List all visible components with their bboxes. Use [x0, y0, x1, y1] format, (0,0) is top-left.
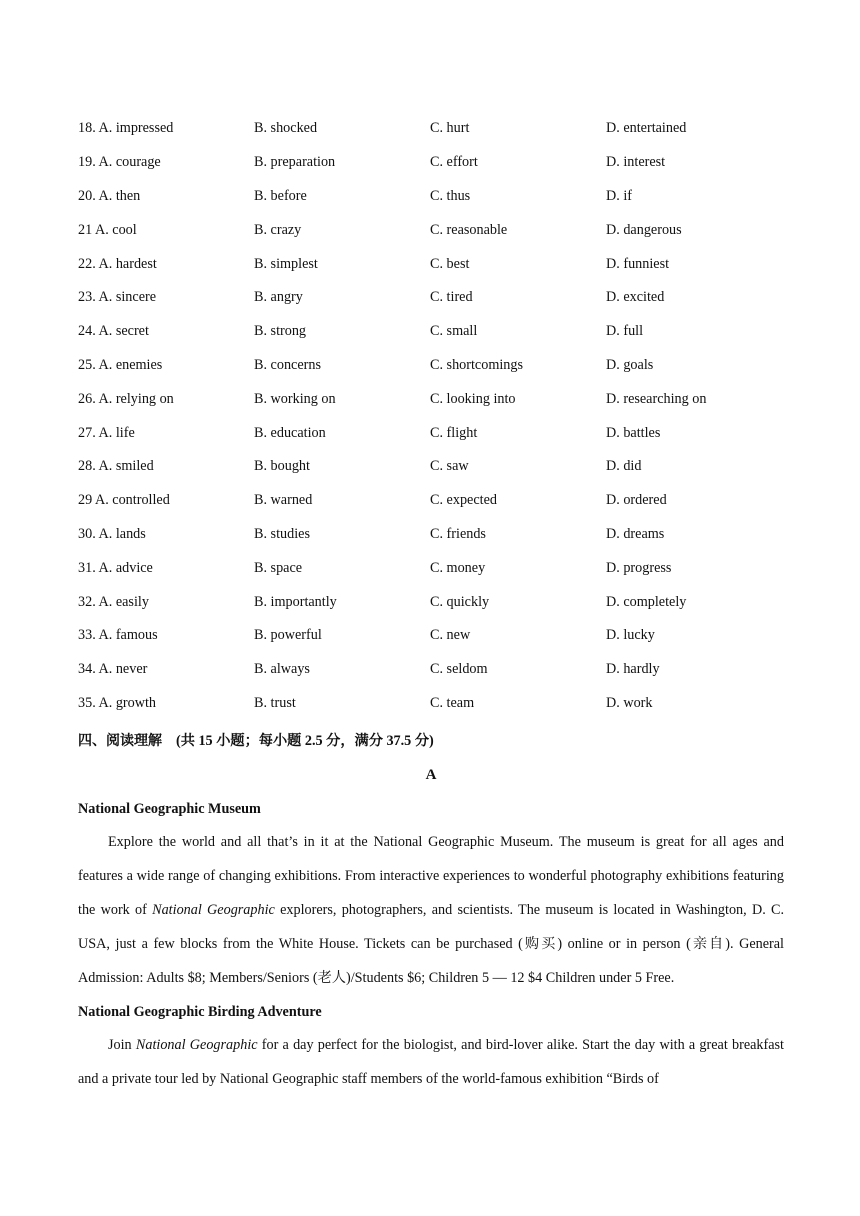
option-c: C. new	[430, 627, 471, 644]
option-c: C. money	[430, 559, 486, 576]
museum-heading: National Geographic Museum	[78, 801, 261, 818]
question-row	[78, 382, 784, 416]
option-d: D. battles	[606, 424, 661, 441]
option-a: 33. A. famous	[78, 627, 158, 644]
option-d: D. entertained	[606, 120, 687, 137]
option-b: B. importantly	[254, 593, 337, 610]
exam-page	[78, 112, 784, 1097]
option-b: B. shocked	[254, 120, 318, 137]
option-b: B. working on	[254, 390, 336, 407]
option-d: D. if	[606, 187, 633, 204]
option-d: D. completely	[606, 593, 687, 610]
museum-text-1: Explore the world and all that’s in it at the National Geographic Museum. The museum is great for all ages and features a wide range of changing exhibitions. From interactive experiences to wonderful photography exhibitions featuring the work of	[78, 834, 784, 918]
question-row	[78, 450, 784, 484]
birding-italic: National Geographic	[135, 1037, 258, 1054]
option-d: D. hardly	[606, 661, 660, 678]
question-row	[78, 619, 784, 653]
option-b: B. concerns	[254, 356, 321, 373]
birding-paragraph	[78, 1029, 784, 1097]
option-c: C. hurt	[430, 120, 470, 137]
option-c: C. quickly	[430, 593, 490, 610]
question-row	[78, 416, 784, 450]
question-row	[78, 349, 784, 383]
option-d: D. lucky	[606, 627, 655, 644]
option-a: 18. A. impressed	[78, 120, 174, 137]
birding-text-1: Join	[108, 1037, 136, 1054]
option-b: B. before	[254, 187, 307, 204]
birding-heading: National Geographic Birding Adventure	[78, 1004, 322, 1021]
option-d: D. progress	[606, 559, 672, 576]
option-d: D. full	[606, 323, 644, 340]
question-row	[78, 247, 784, 281]
passage-letter: A	[425, 767, 437, 784]
question-row	[78, 146, 784, 180]
question-row	[78, 585, 784, 619]
option-d: D. work	[606, 694, 653, 711]
option-b: B. studies	[254, 525, 310, 542]
option-c: C. best	[430, 255, 470, 272]
question-row	[78, 653, 784, 687]
option-a: 26. A. relying on	[78, 390, 174, 407]
question-row	[78, 518, 784, 552]
option-b: B. warned	[254, 492, 313, 509]
question-row	[78, 213, 784, 247]
option-d: D. ordered	[606, 492, 667, 509]
option-a: 25. A. enemies	[78, 356, 163, 373]
option-d: D. excited	[606, 289, 665, 306]
option-d: D. did	[606, 458, 642, 475]
question-row	[78, 315, 784, 349]
option-c: C. saw	[430, 458, 469, 475]
options-table	[78, 112, 784, 720]
option-a: 20. A. then	[78, 187, 141, 204]
option-c: C. looking into	[430, 390, 516, 407]
option-a: 31. A. advice	[78, 559, 153, 576]
option-b: B. simplest	[254, 255, 318, 272]
question-row	[78, 687, 784, 721]
option-d: D. funniest	[606, 255, 670, 272]
option-a: 21 A. cool	[78, 221, 137, 238]
option-d: D. goals	[606, 356, 654, 373]
question-row	[78, 484, 784, 518]
option-b: B. education	[254, 424, 326, 441]
option-b: B. strong	[254, 323, 307, 340]
option-c: C. flight	[430, 424, 478, 441]
option-b: B. powerful	[254, 627, 322, 644]
birding-text-2: for a day perfect for the biologist, and bird-lover alike. Start the day with a great breakfast and a private tour led by National Geographic staff members of the world-famous exhibition “Birds of	[78, 1037, 785, 1088]
option-c: C. small	[430, 323, 478, 340]
option-b: B. bought	[254, 458, 310, 475]
option-a: 27. A. life	[78, 424, 135, 441]
option-b: B. preparation	[254, 154, 336, 171]
option-a: 28. A. smiled	[78, 458, 154, 475]
option-b: B. angry	[254, 289, 303, 306]
museum-paragraph	[78, 826, 784, 995]
option-c: C. friends	[430, 525, 486, 542]
section-title: 四、阅读理解	[78, 733, 162, 750]
question-row	[78, 112, 784, 146]
question-row	[78, 551, 784, 585]
option-c: C. reasonable	[430, 221, 508, 238]
option-a: 32. A. easily	[78, 593, 149, 610]
option-c: C. effort	[430, 154, 478, 171]
option-a: 34. A. never	[78, 661, 148, 678]
option-d: D. dreams	[606, 525, 665, 542]
option-a: 35. A. growth	[78, 694, 157, 711]
museum-italic: National Geographic	[152, 901, 275, 918]
option-d: D. dangerous	[606, 221, 682, 238]
option-b: B. space	[254, 559, 303, 576]
option-a: 24. A. secret	[78, 323, 149, 340]
option-a: 19. A. courage	[78, 154, 161, 171]
option-c: C. team	[430, 694, 475, 711]
question-row	[78, 281, 784, 315]
option-b: B. always	[254, 661, 310, 678]
option-a: 29 A. controlled	[78, 492, 170, 509]
section-heading	[78, 722, 784, 758]
section-score: (共 15 小题；每小题 2.5 分，满分 37.5 分)	[176, 733, 434, 750]
option-d: D. interest	[606, 154, 666, 171]
question-row	[78, 180, 784, 214]
option-c: C. thus	[430, 187, 471, 204]
option-b: B. crazy	[254, 221, 302, 238]
option-a: 22. A. hardest	[78, 255, 157, 272]
option-d: D. researching on	[606, 390, 707, 407]
option-c: C. tired	[430, 289, 473, 306]
option-c: C. expected	[430, 492, 497, 509]
option-b: B. trust	[254, 694, 296, 711]
option-c: C. seldom	[430, 661, 488, 678]
museum-text-2: explorers, photographers, and scientists. The museum is located in Washington, D. C. USA, just a few blocks from the White House. Tickets can be purchased (购买) online or in person (亲自). General Admission: Adults $8; Members/Seniors (老人)/Students $6; Children 5 — 12 $4 Children under 5 Free.	[78, 901, 785, 986]
option-c: C. shortcomings	[430, 356, 524, 373]
option-a: 23. A. sincere	[78, 289, 157, 306]
option-a: 30. A. lands	[78, 525, 146, 542]
